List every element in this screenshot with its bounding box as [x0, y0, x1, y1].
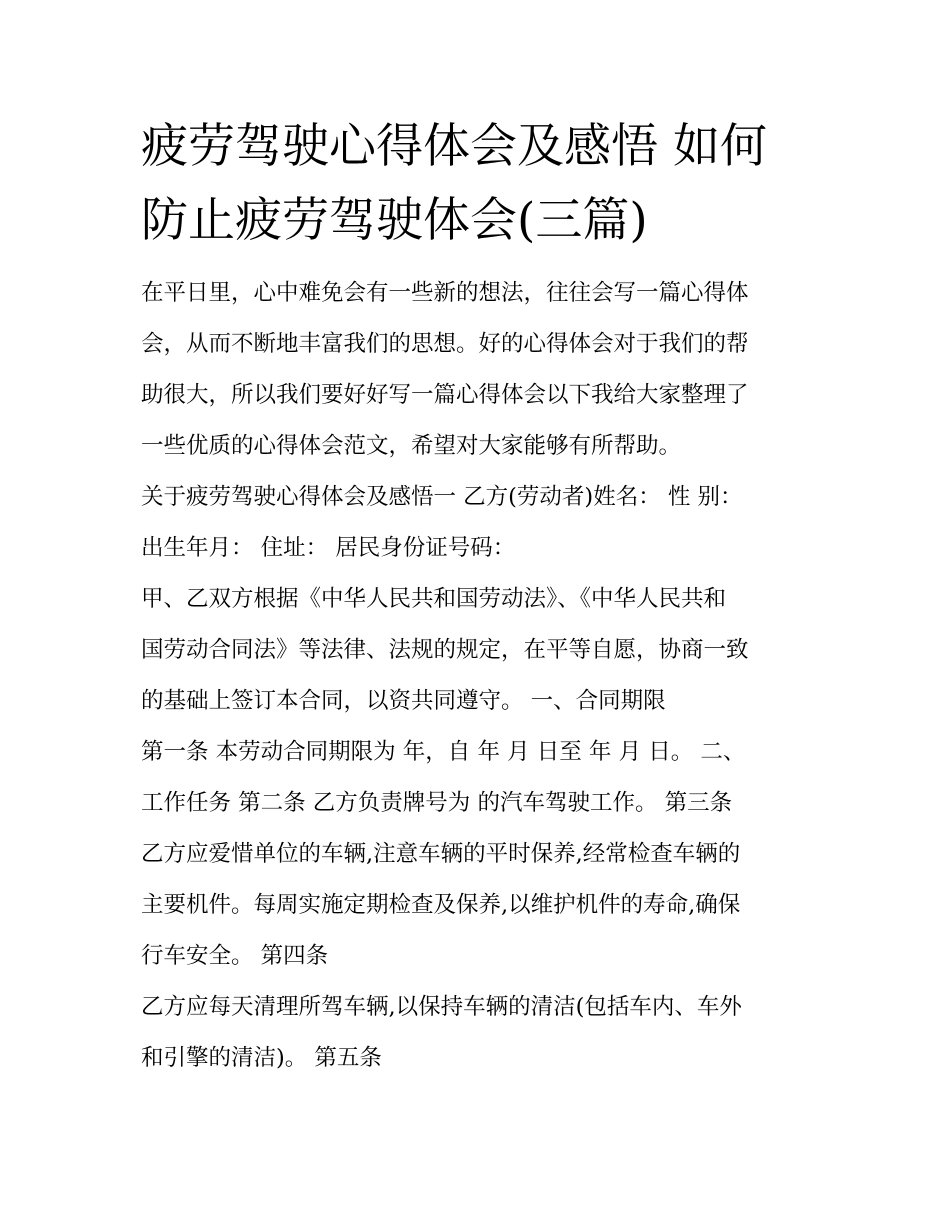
text-line: 助很大，所以我们要好好写一篇心得体会以下我给大家整理了: [141, 382, 749, 408]
title-line: 疲劳驾驶心得体会及感悟 如何: [141, 119, 767, 174]
text-line: 的基础上签订本合同，以资共同遵守。 一、合同期限: [141, 688, 666, 714]
paragraph-intro: [141, 268, 821, 472]
text-line: 关于疲劳驾驶心得体会及感悟一 乙方(劳动者)姓名： 性 别：: [141, 484, 743, 510]
text-line: 在平日里，心中难免会有一些新的想法，往往会写一篇心得体: [141, 280, 749, 306]
paragraph-vehicle-cleaning: [141, 982, 821, 1084]
paragraph-party-info: [141, 472, 821, 574]
text-line: 工作任务 第二条 乙方负责牌号为 的汽车驾驶工作。 第三条: [141, 790, 733, 816]
document-body: [141, 268, 821, 1084]
text-line: 会，从而不断地丰富我们的思想。好的心得体会对于我们的帮: [141, 331, 749, 357]
paragraph-legal-basis: [141, 574, 821, 727]
paragraph-contract-terms: [141, 727, 821, 982]
text-line: 和引擎的清洁)。 第五条: [141, 1045, 382, 1071]
text-line: 主要机件。每周实施定期检查及保养,以维护机件的寿命,确保: [141, 892, 741, 918]
document-content: [141, 110, 821, 1084]
text-line: 国劳动合同法》等法律、法规的规定，在平等自愿，协商一致: [141, 637, 749, 663]
text-line: 甲、乙双方根据《中华人民共和国劳动法》、《中华人民共和: [141, 586, 727, 612]
text-line: 出生年月： 住址： 居民身份证号码：: [141, 535, 516, 561]
text-line: 乙方应爱惜单位的车辆,注意车辆的平时保养,经常检查车辆的: [141, 841, 741, 867]
text-line: 行车安全。 第四条: [141, 943, 329, 969]
document-title: [141, 110, 821, 258]
text-line: 第一条 本劳动合同期限为 年，自 年 月 日至 年 月 日。 二、: [141, 739, 746, 765]
text-line: 一些优质的心得体会范文，希望对大家能够有所帮助。: [141, 433, 682, 459]
text-line: 乙方应每天清理所驾车辆,以保持车辆的清洁(包括车内、车外: [141, 994, 742, 1020]
title-line: 防止疲劳驾驶体会(三篇): [141, 193, 648, 248]
